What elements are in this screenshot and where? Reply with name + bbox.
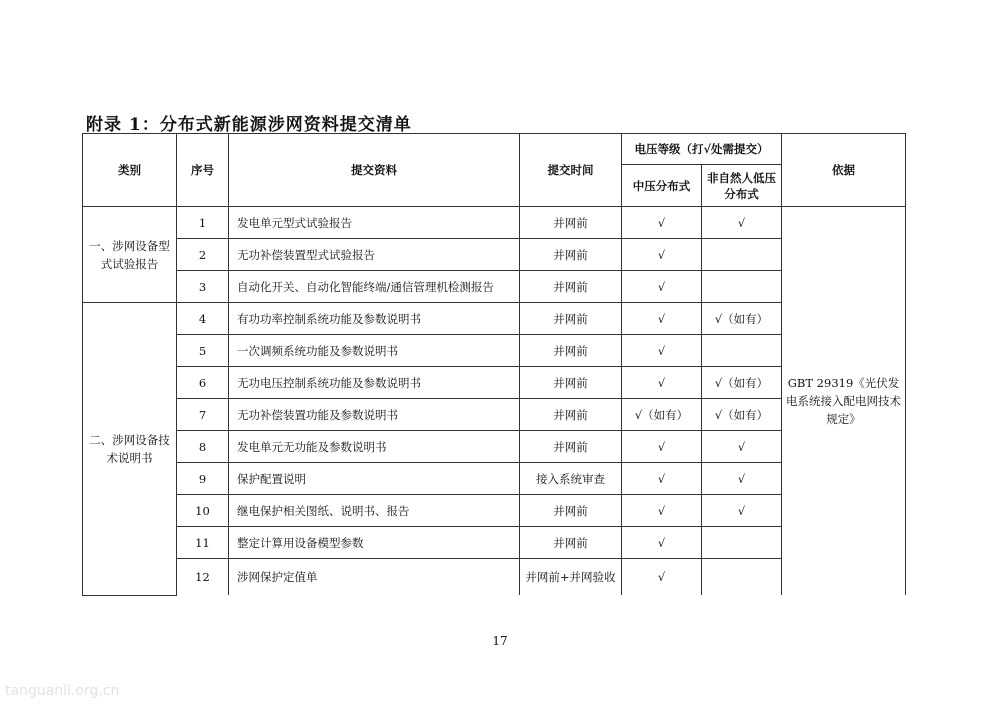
row-time: 接入系统审查 xyxy=(520,463,622,495)
row-time: 并网前 xyxy=(520,239,622,271)
row-number: 7 xyxy=(177,399,229,431)
row-mv-mark: √ xyxy=(622,463,702,495)
row-mv-mark: √ xyxy=(622,335,702,367)
row-number: 5 xyxy=(177,335,229,367)
category-cell: 一、涉网设备型式试验报告 xyxy=(83,207,177,303)
header-mv: 中压分布式 xyxy=(622,165,702,207)
row-document: 整定计算用设备模型参数 xyxy=(229,527,520,559)
row-document: 有功功率控制系统功能及参数说明书 xyxy=(229,303,520,335)
header-category: 类别 xyxy=(83,134,177,207)
row-number: 8 xyxy=(177,431,229,463)
row-document: 自动化开关、自动化智能终端/通信管理机检测报告 xyxy=(229,271,520,303)
row-lv-mark xyxy=(702,527,782,559)
page-number: 17 xyxy=(492,634,508,648)
row-number: 3 xyxy=(177,271,229,303)
category-cell: 二、涉网设备技术说明书 xyxy=(83,303,177,596)
row-lv-mark xyxy=(702,271,782,303)
row-time: 并网前 xyxy=(520,207,622,239)
row-lv-mark: √ xyxy=(702,495,782,527)
page-title: 附录 1：分布式新能源涉网资料提交清单 xyxy=(86,115,412,135)
row-mv-mark: √（如有） xyxy=(622,399,702,431)
row-mv-mark: √ xyxy=(622,527,702,559)
row-mv-mark: √ xyxy=(622,431,702,463)
header-seq: 序号 xyxy=(177,134,229,207)
row-time: 并网前 xyxy=(520,431,622,463)
header-row xyxy=(83,134,906,165)
row-number: 11 xyxy=(177,527,229,559)
row-document: 无功补偿装置型式试验报告 xyxy=(229,239,520,271)
row-number: 1 xyxy=(177,207,229,239)
row-time: 并网前 xyxy=(520,527,622,559)
row-time: 并网前 xyxy=(520,495,622,527)
row-number: 2 xyxy=(177,239,229,271)
header-time: 提交时间 xyxy=(520,134,622,207)
header-lv: 非自然人低压分布式 xyxy=(702,165,782,207)
row-document: 一次调频系统功能及参数说明书 xyxy=(229,335,520,367)
row-number: 9 xyxy=(177,463,229,495)
row-document: 涉网保护定值单 xyxy=(229,559,520,596)
row-mv-mark: √ xyxy=(622,495,702,527)
row-document: 保护配置说明 xyxy=(229,463,520,495)
row-document: 无功补偿装置功能及参数说明书 xyxy=(229,399,520,431)
row-mv-mark: √ xyxy=(622,559,702,596)
row-lv-mark xyxy=(702,239,782,271)
row-lv-mark: √（如有） xyxy=(702,399,782,431)
row-mv-mark: √ xyxy=(622,303,702,335)
row-time: 并网前 xyxy=(520,303,622,335)
row-time: 并网前 xyxy=(520,399,622,431)
header-document: 提交资料 xyxy=(229,134,520,207)
row-document: 继电保护相关图纸、说明书、报告 xyxy=(229,495,520,527)
row-mv-mark: √ xyxy=(622,367,702,399)
row-lv-mark: √ xyxy=(702,431,782,463)
table-row xyxy=(83,207,906,239)
watermark: tanguanli.org.cn xyxy=(5,683,120,699)
row-lv-mark: √（如有） xyxy=(702,303,782,335)
row-lv-mark: √ xyxy=(702,463,782,495)
row-lv-mark xyxy=(702,559,782,596)
row-document: 无功电压控制系统功能及参数说明书 xyxy=(229,367,520,399)
header-voltage-group: 电压等级（打√处需提交） xyxy=(622,134,782,165)
row-number: 4 xyxy=(177,303,229,335)
submission-checklist-table xyxy=(82,133,906,596)
basis-cell: GBT 29319《光伏发电系统接入配电网技术规定》 xyxy=(782,207,906,596)
row-lv-mark xyxy=(702,335,782,367)
row-document: 发电单元无功能及参数说明书 xyxy=(229,431,520,463)
row-mv-mark: √ xyxy=(622,239,702,271)
row-time: 并网前 xyxy=(520,335,622,367)
row-document: 发电单元型式试验报告 xyxy=(229,207,520,239)
row-mv-mark: √ xyxy=(622,207,702,239)
row-mv-mark: √ xyxy=(622,271,702,303)
row-time: 并网前 xyxy=(520,367,622,399)
header-basis: 依据 xyxy=(782,134,906,207)
row-number: 10 xyxy=(177,495,229,527)
row-lv-mark: √（如有） xyxy=(702,367,782,399)
row-time: 并网前+并网验收 xyxy=(520,559,622,596)
row-time: 并网前 xyxy=(520,271,622,303)
row-lv-mark: √ xyxy=(702,207,782,239)
row-number: 12 xyxy=(177,559,229,596)
row-number: 6 xyxy=(177,367,229,399)
